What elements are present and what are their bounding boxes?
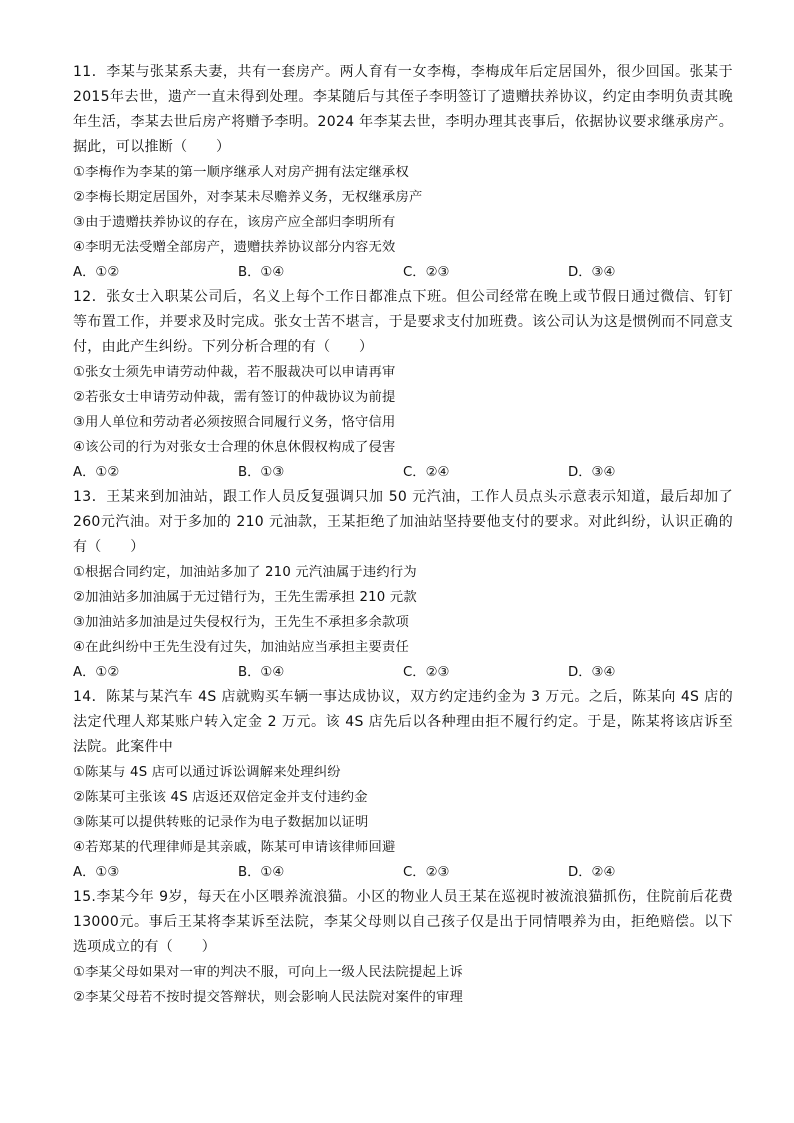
choice-a: A．①② bbox=[73, 665, 120, 680]
choice-c: C．②③ bbox=[403, 865, 450, 880]
choice-b: B．①④ bbox=[238, 865, 285, 880]
option-1: ①李某父母如果对一审的判决不服，可向上一级人民法院提起上诉 bbox=[73, 965, 464, 980]
question-stem: 14．陈某与某汽车 4S 店就购买车辆一事达成协议，双方约定违约金为 3 万元。之后，陈某向 4S 店的法定代理人郑某账户转入定金 2 万元。该 4S 店先后以各种理由拒不履行约定。于是，陈某将该店诉至法院。此案件中 bbox=[73, 689, 733, 755]
choice-b: B．①④ bbox=[238, 265, 285, 280]
choice-a: A．①② bbox=[73, 265, 120, 280]
option-2: ②加油站多加油属于无过错行为，王先生需承担 210 元款 bbox=[73, 590, 417, 605]
answer-choices bbox=[73, 860, 733, 885]
question-stem: 12．张女士入职某公司后，名义上每个工作日都准点下班。但公司经常在晚上或节假日通过微信、钉钉等布置工作，并要求及时完成。张女士苦不堪言，于是要求支付加班费。该公司认为这是惯例而不同意支付，由此产生纠纷。下列分析合理的有（ ） bbox=[73, 289, 733, 355]
choice-a: A．①③ bbox=[73, 865, 120, 880]
answer-choices bbox=[73, 260, 733, 285]
choice-a: A．①② bbox=[73, 465, 120, 480]
choice-b: B．①④ bbox=[238, 665, 285, 680]
answer-choices bbox=[73, 460, 733, 485]
option-2: ②李某父母若不按时提交答辩状，则会影响人民法院对案件的审理 bbox=[73, 990, 464, 1005]
option-3: ③加油站多加油是过失侵权行为，王先生不承担多余款项 bbox=[73, 615, 410, 630]
question-14 bbox=[73, 685, 733, 885]
question-11 bbox=[73, 60, 733, 285]
document-page bbox=[73, 60, 733, 1010]
question-stem: 15.李某今年 9岁，每天在小区喂养流浪猫。小区的物业人员王某在巡视时被流浪猫抓伤，住院前后花费 13000元。事后王某将李某诉至法院，李某父母则以自己孩子仅是出于同情喂养为由，拒绝赔偿。以下选项成立的有（ ） bbox=[73, 889, 733, 955]
option-4: ④李明无法受赠全部房产，遗赠扶养协议部分内容无效 bbox=[73, 240, 396, 255]
question-12 bbox=[73, 285, 733, 485]
option-1: ①李梅作为李某的第一顺序继承人对房产拥有法定继承权 bbox=[73, 165, 410, 180]
choice-d: D．③④ bbox=[568, 465, 616, 480]
choice-c: C．②③ bbox=[403, 665, 450, 680]
option-3: ③用人单位和劳动者必须按照合同履行义务，恪守信用 bbox=[73, 415, 396, 430]
option-2: ②陈某可主张该 4S 店返还双倍定金并支付违约金 bbox=[73, 790, 368, 805]
option-2: ②李梅长期定居国外，对李某未尽赡养义务，无权继承房产 bbox=[73, 190, 423, 205]
option-4: ④在此纠纷中王先生没有过失，加油站应当承担主要责任 bbox=[73, 640, 410, 655]
choice-c: C．②③ bbox=[403, 265, 450, 280]
option-3: ③由于遗赠扶养协议的存在，该房产应全部归李明所有 bbox=[73, 215, 396, 230]
option-3: ③陈某可以提供转账的记录作为电子数据加以证明 bbox=[73, 815, 369, 830]
option-1: ①陈某与 4S 店可以通过诉讼调解来处理纠纷 bbox=[73, 765, 341, 780]
question-stem: 13．王某来到加油站，跟工作人员反复强调只加 50 元汽油，工作人员点头示意表示知道，最后却加了 260元汽油。对于多加的 210 元油款，王某拒绝了加油站坚持要他支付的要求。对此纠纷，认识正确的有（ ） bbox=[73, 489, 733, 555]
choice-b: B．①③ bbox=[238, 465, 285, 480]
option-2: ②若张女士申请劳动仲裁，需有签订的仲裁协议为前提 bbox=[73, 390, 396, 405]
choice-d: D．②④ bbox=[568, 865, 616, 880]
question-15 bbox=[73, 885, 733, 1010]
choice-d: D．③④ bbox=[568, 665, 616, 680]
question-13 bbox=[73, 485, 733, 685]
choice-c: C．②④ bbox=[403, 465, 450, 480]
option-1: ①根据合同约定，加油站多加了 210 元汽油属于违约行为 bbox=[73, 565, 417, 580]
answer-choices bbox=[73, 660, 733, 685]
option-4: ④该公司的行为对张女士合理的休息休假权构成了侵害 bbox=[73, 440, 396, 455]
option-4: ④若郑某的代理律师是其亲戚，陈某可申请该律师回避 bbox=[73, 840, 396, 855]
choice-d: D．③④ bbox=[568, 265, 616, 280]
option-1: ①张女士须先申请劳动仲裁，若不服裁决可以申请再审 bbox=[73, 365, 396, 380]
question-stem: 11．李某与张某系夫妻，共有一套房产。两人育有一女李梅，李梅成年后定居国外，很少回国。张某于 2015年去世，遗产一直未得到处理。李某随后与其侄子李明签订了遗赠扶养协议，约定由李明负责其晚年生活，李某去世后房产将赠予李明。2024 年李某去世，李明办理其丧事后，依据协议要求继承房产。据此，可以推断（ ） bbox=[73, 64, 733, 155]
